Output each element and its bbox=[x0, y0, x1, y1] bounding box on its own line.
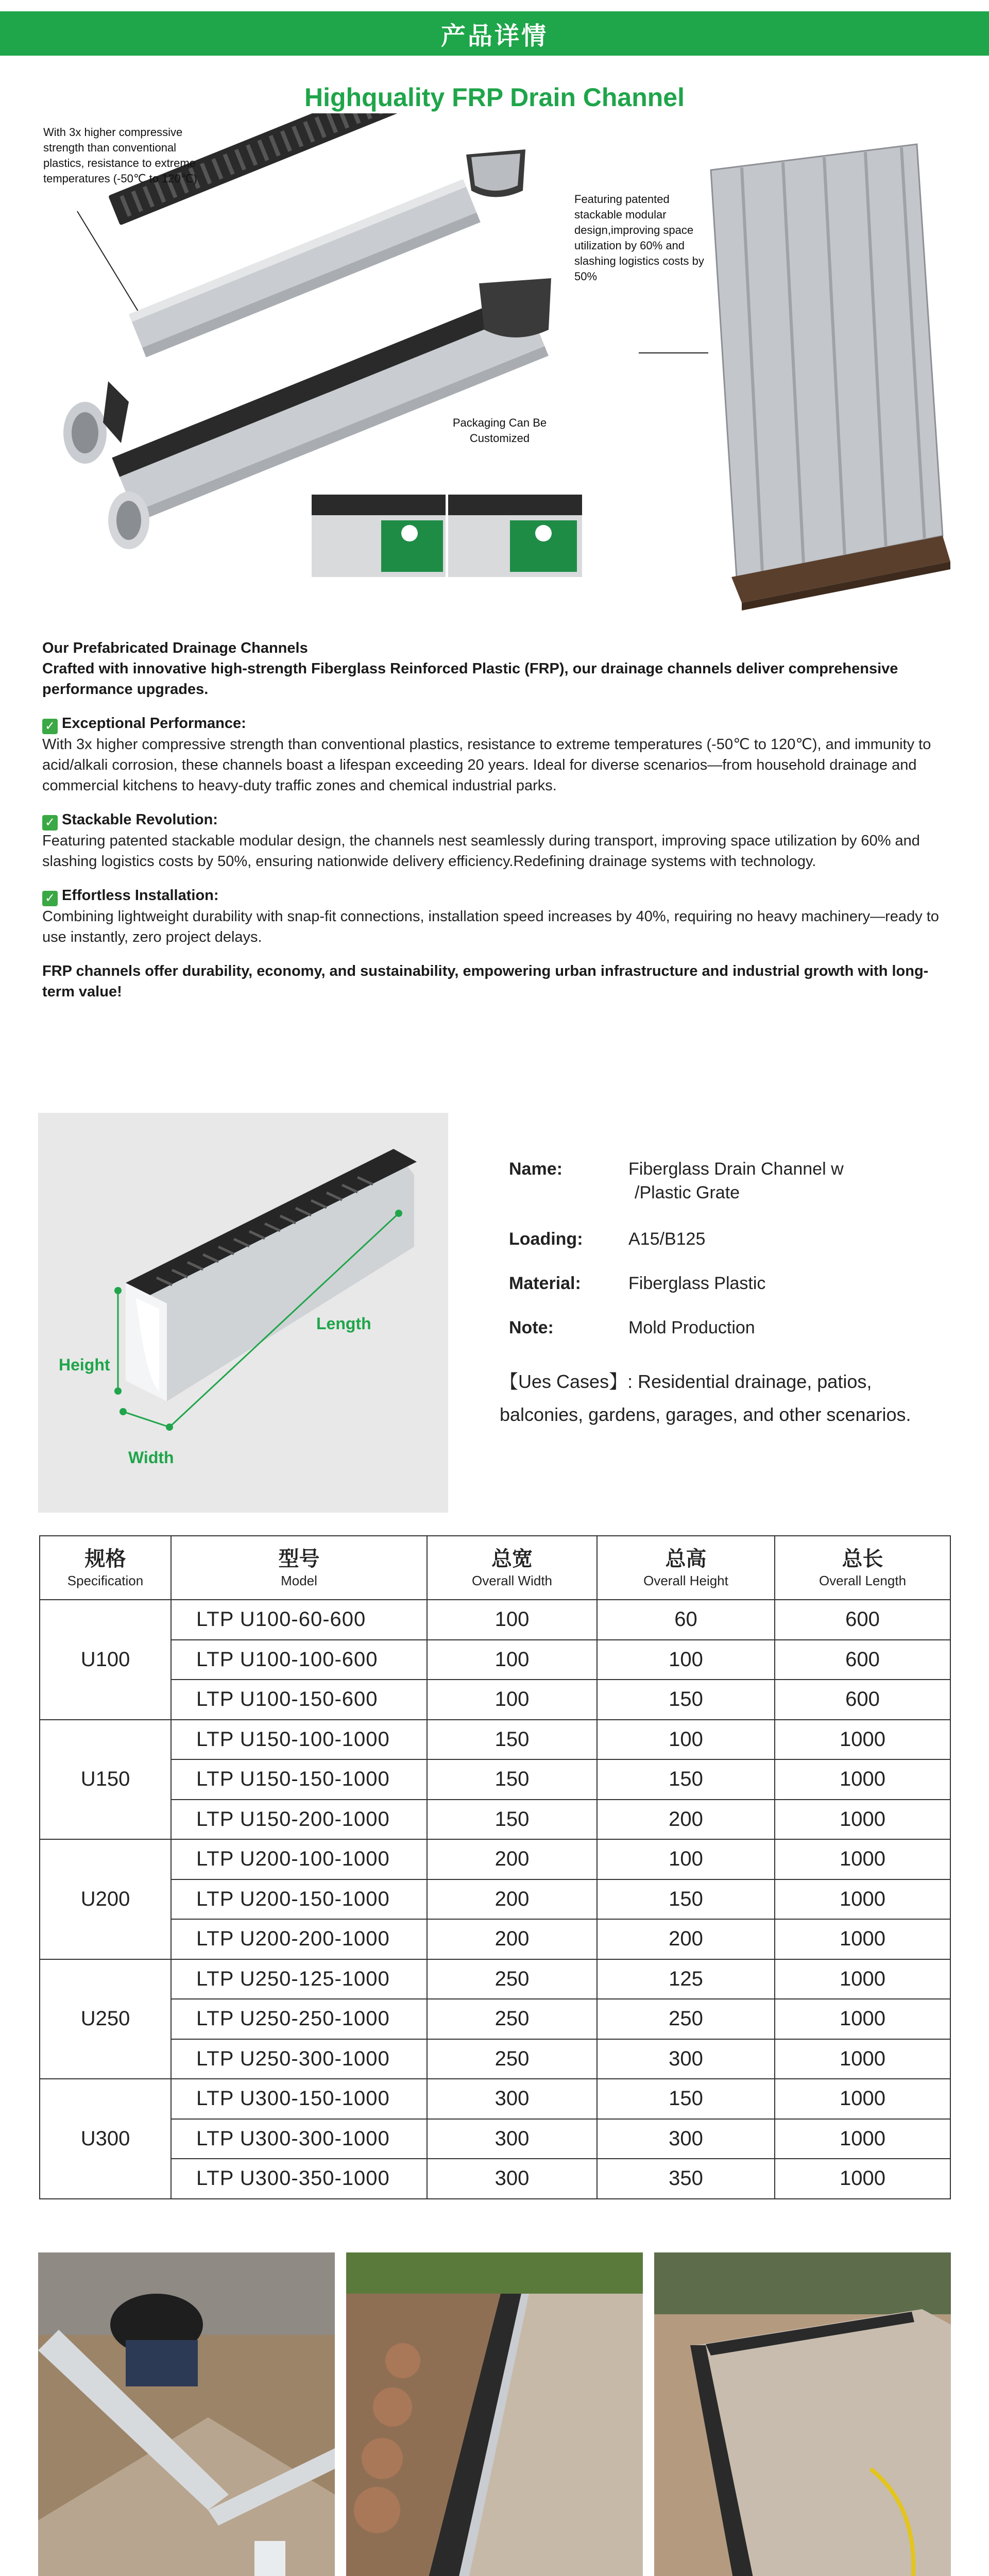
width-cell: 250 bbox=[427, 1999, 597, 2039]
model-cell: LTP U300-350-1000 bbox=[171, 2159, 427, 2199]
width-cell: 200 bbox=[427, 1879, 597, 1920]
height-cell: 60 bbox=[597, 1600, 775, 1640]
feature-title: Exceptional Performance: bbox=[62, 715, 246, 732]
intro-body: Crafted with innovative high-strength Fiberglass Reinforced Plastic (FRP), our drainage channels deliver comprehensive performance upgrades. bbox=[42, 660, 898, 698]
product-image bbox=[38, 1113, 448, 1513]
table-row bbox=[40, 1600, 950, 1640]
model-cell: LTP U150-150-1000 bbox=[171, 1759, 427, 1800]
height-cell: 200 bbox=[597, 1800, 775, 1840]
hero-illustration bbox=[0, 113, 989, 613]
closing-statement: FRP channels offer durability, economy, and sustainability, empowering urban infrastructure and industrial growth with long-term value! bbox=[42, 963, 929, 1000]
height-cell: 350 bbox=[597, 2159, 775, 2199]
installation-photo-2 bbox=[346, 2252, 643, 2576]
callout-strength: With 3x higher compressive strength than conventional plastics, resistance to extreme temperatures (-50℃ to 120℃) bbox=[43, 126, 197, 185]
table-row bbox=[40, 1720, 950, 1760]
table-row bbox=[40, 2079, 950, 2119]
length-cell: 1000 bbox=[775, 2039, 950, 2079]
spec-value: Fiberglass Plastic bbox=[628, 1274, 766, 1293]
width-cell: 150 bbox=[427, 1720, 597, 1760]
page-title: 产品详情 bbox=[440, 21, 548, 50]
check-icon: ✓ bbox=[42, 815, 58, 831]
length-cell: 1000 bbox=[775, 1919, 950, 1959]
spec-value: A15/B125 bbox=[628, 1229, 706, 1249]
feature-body: With 3x higher compressive strength than conventional plastics, resistance to extreme temperatures (-50℃ to 120℃), and immunity to acid/alkali corrosion, these channels boast a lifespan exceeding 20 years. Ideal for diverse scenarios—from household drainage and commercial kitchens to heavy-duty traffic zones and chemical industrial parks. bbox=[42, 736, 931, 794]
model-cell: LTP U300-150-1000 bbox=[171, 2079, 427, 2119]
model-cell: LTP U200-100-1000 bbox=[171, 1839, 427, 1879]
spec-cell: U150 bbox=[40, 1720, 171, 1840]
length-cell: 1000 bbox=[775, 1720, 950, 1760]
table-row bbox=[40, 2039, 950, 2079]
table-row bbox=[40, 1879, 950, 1920]
table-row bbox=[40, 2159, 950, 2199]
callout-stackable: Featuring patented stackable modular design,improving space utilization by 60% and slashing logistics costs by 50% bbox=[574, 193, 704, 283]
length-cell: 1000 bbox=[775, 1759, 950, 1800]
callout-packaging: Packaging Can Be Customized bbox=[452, 416, 547, 445]
height-cell: 125 bbox=[597, 1959, 775, 1999]
use-cases: 【Ues Cases】: Residential drainage, patios, balconies, gardens, garages, and other scenarios. bbox=[500, 1371, 911, 1425]
header-cell: 型号 Model bbox=[171, 1536, 427, 1600]
height-cell: 200 bbox=[597, 1919, 775, 1959]
height-cell: 250 bbox=[597, 1999, 775, 2039]
model-cell: LTP U250-250-1000 bbox=[171, 1999, 427, 2039]
model-cell: LTP U200-200-1000 bbox=[171, 1919, 427, 1959]
length-cell: 600 bbox=[775, 1640, 950, 1680]
feature-title: Stackable Revolution: bbox=[62, 811, 218, 828]
table-row bbox=[40, 1759, 950, 1800]
table-row bbox=[40, 1959, 950, 1999]
height-label: Height bbox=[59, 1355, 110, 1374]
model-cell: LTP U100-150-600 bbox=[171, 1680, 427, 1720]
height-cell: 300 bbox=[597, 2039, 775, 2079]
table-row bbox=[40, 1999, 950, 2039]
intro-title: Our Prefabricated Drainage Channels bbox=[42, 640, 308, 656]
table-row bbox=[40, 2119, 950, 2159]
spec-value: Fiberglass Drain Channel w bbox=[628, 1159, 844, 1179]
height-cell: 100 bbox=[597, 1640, 775, 1680]
length-cell: 1000 bbox=[775, 2159, 950, 2199]
length-cell: 600 bbox=[775, 1680, 950, 1720]
hero-title: Highquality FRP Drain Channel bbox=[304, 83, 685, 112]
height-cell: 150 bbox=[597, 1879, 775, 1920]
end-cap bbox=[466, 149, 525, 197]
height-cell: 300 bbox=[597, 2119, 775, 2159]
header-cell: 总高 Overall Height bbox=[597, 1536, 775, 1600]
spec-value: Mold Production bbox=[628, 1318, 755, 1337]
header-cell: 总长 Overall Length bbox=[775, 1536, 950, 1600]
model-cell: LTP U150-100-1000 bbox=[171, 1720, 427, 1760]
height-cell: 150 bbox=[597, 1680, 775, 1720]
table-row bbox=[40, 1800, 950, 1840]
model-cell: LTP U300-300-1000 bbox=[171, 2119, 427, 2159]
length-cell: 600 bbox=[775, 1600, 950, 1640]
spec-cell: U100 bbox=[40, 1600, 171, 1720]
width-cell: 300 bbox=[427, 2159, 597, 2199]
model-cell: LTP U100-100-600 bbox=[171, 1640, 427, 1680]
installation-photo-3 bbox=[654, 2252, 951, 2576]
length-cell: 1000 bbox=[775, 2079, 950, 2119]
spec-key: Note: bbox=[509, 1318, 554, 1337]
table-row bbox=[40, 1640, 950, 1680]
height-cell: 100 bbox=[597, 1839, 775, 1879]
packaging-boxes bbox=[312, 495, 582, 577]
stacked-channels bbox=[711, 144, 950, 611]
width-cell: 300 bbox=[427, 2119, 597, 2159]
height-cell: 150 bbox=[597, 2079, 775, 2119]
width-label: Width bbox=[128, 1448, 174, 1467]
width-cell: 250 bbox=[427, 1959, 597, 1999]
check-icon: ✓ bbox=[42, 719, 58, 734]
length-cell: 1000 bbox=[775, 1839, 950, 1879]
length-label: Length bbox=[316, 1314, 371, 1333]
spec-key: Loading: bbox=[509, 1229, 583, 1249]
width-cell: 100 bbox=[427, 1600, 597, 1640]
header-banner bbox=[0, 11, 989, 56]
width-cell: 250 bbox=[427, 2039, 597, 2079]
width-cell: 300 bbox=[427, 2079, 597, 2119]
description-section bbox=[42, 638, 959, 1002]
length-cell: 1000 bbox=[775, 2119, 950, 2159]
height-cell: 150 bbox=[597, 1759, 775, 1800]
width-cell: 200 bbox=[427, 1839, 597, 1879]
table-header-row bbox=[40, 1536, 950, 1600]
model-cell: LTP U150-200-1000 bbox=[171, 1800, 427, 1840]
height-cell: 100 bbox=[597, 1720, 775, 1760]
installation-photo-1 bbox=[38, 2252, 335, 2576]
length-cell: 1000 bbox=[775, 1959, 950, 1999]
model-cell: LTP U250-300-1000 bbox=[171, 2039, 427, 2079]
spec-key: Name: bbox=[509, 1159, 562, 1179]
spec-cell: U250 bbox=[40, 1959, 171, 2079]
table-row bbox=[40, 1839, 950, 1879]
width-cell: 150 bbox=[427, 1800, 597, 1840]
header-cell: 总宽 Overall Width bbox=[427, 1536, 597, 1600]
length-cell: 1000 bbox=[775, 1999, 950, 2039]
check-icon: ✓ bbox=[42, 891, 58, 906]
table-row bbox=[40, 1680, 950, 1720]
feature-body: Featuring patented stackable modular design, the channels nest seamlessly during transport, improving space utilization by 60% and slashing logistics costs by 50%, ensuring nationwide delivery efficiency.Redefining drainage systems with technology. bbox=[42, 833, 920, 870]
model-cell: LTP U100-60-600 bbox=[171, 1600, 427, 1640]
model-cell: LTP U200-150-1000 bbox=[171, 1879, 427, 1920]
width-cell: 100 bbox=[427, 1680, 597, 1720]
spec-cell: U200 bbox=[40, 1839, 171, 1959]
width-cell: 200 bbox=[427, 1919, 597, 1959]
feature-body: Combining lightweight durability with snap-fit connections, installation speed increases by 40%, requiring no heavy machinery—ready to use instantly, zero project delays. bbox=[42, 908, 939, 945]
length-cell: 1000 bbox=[775, 1879, 950, 1920]
spec-table bbox=[39, 1535, 950, 2199]
spec-key: Material: bbox=[509, 1274, 581, 1293]
length-cell: 1000 bbox=[775, 1800, 950, 1840]
width-cell: 150 bbox=[427, 1759, 597, 1800]
spec-cell: U300 bbox=[40, 2079, 171, 2199]
width-cell: 100 bbox=[427, 1640, 597, 1680]
model-cell: LTP U250-125-1000 bbox=[171, 1959, 427, 1999]
feature-title: Effortless Installation: bbox=[62, 887, 219, 904]
spec-value-line2: /Plastic Grate bbox=[635, 1183, 740, 1202]
header-cell: 规格 Specification bbox=[40, 1536, 171, 1600]
table-row bbox=[40, 1919, 950, 1959]
